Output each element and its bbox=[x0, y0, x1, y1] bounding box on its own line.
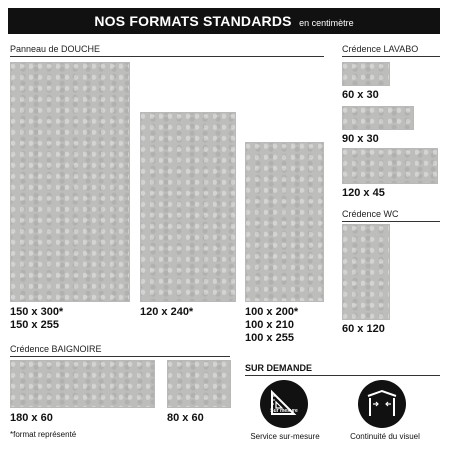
dimension-label: 150 x 300* bbox=[10, 306, 64, 318]
ruler-square-icon bbox=[260, 380, 308, 428]
icon-badge-text: Sur mesure bbox=[270, 408, 298, 414]
header-banner bbox=[8, 8, 440, 34]
dimension-label: 100 x 255 bbox=[245, 332, 294, 344]
tile-panel-100x200 bbox=[245, 142, 324, 302]
dimension-label: 60 x 30 bbox=[342, 89, 379, 101]
dimension-label: 150 x 255 bbox=[10, 319, 59, 331]
dimension-label: 60 x 120 bbox=[342, 323, 385, 335]
section-title-baignoire: Crédence BAIGNOIRE bbox=[10, 344, 102, 354]
tile-panel-120x240 bbox=[140, 112, 236, 302]
dimension-label: 80 x 60 bbox=[167, 412, 204, 424]
dimension-label: 100 x 210 bbox=[245, 319, 294, 331]
service-label: Continuité du visuel bbox=[350, 432, 420, 441]
section-title-demande: SUR DEMANDE bbox=[245, 363, 313, 373]
section-title-lavabo: Crédence LAVABO bbox=[342, 44, 419, 54]
tile-panel-150x300 bbox=[10, 62, 130, 302]
section-title-douche: Panneau de DOUCHE bbox=[10, 44, 101, 54]
dimension-label: 90 x 30 bbox=[342, 133, 379, 145]
dimension-label: 100 x 200* bbox=[245, 306, 299, 318]
header-title: NOS FORMATS STANDARDS bbox=[94, 13, 292, 29]
header-subtitle: en centimètre bbox=[299, 18, 354, 28]
service-label: Service sur-mesure bbox=[250, 432, 320, 441]
tile-wc-60x120 bbox=[342, 224, 390, 320]
tile-baignoire-80x60 bbox=[167, 360, 231, 408]
tile-lavabo-60x30 bbox=[342, 62, 390, 86]
section-divider bbox=[342, 56, 440, 57]
dimension-label: 120 x 240* bbox=[140, 306, 194, 318]
dimension-label: 120 x 45 bbox=[342, 187, 385, 199]
section-title-wc: Crédence WC bbox=[342, 209, 399, 219]
section-divider bbox=[10, 356, 230, 357]
section-divider bbox=[342, 221, 440, 222]
footnote: *format représenté bbox=[10, 430, 77, 439]
panel-continuity-icon bbox=[358, 380, 406, 428]
section-divider bbox=[10, 56, 324, 57]
dimension-label: 180 x 60 bbox=[10, 412, 53, 424]
tile-lavabo-120x45 bbox=[342, 148, 438, 184]
tile-baignoire-180x60 bbox=[10, 360, 155, 408]
section-divider bbox=[245, 375, 440, 376]
tile-lavabo-90x30 bbox=[342, 106, 414, 130]
